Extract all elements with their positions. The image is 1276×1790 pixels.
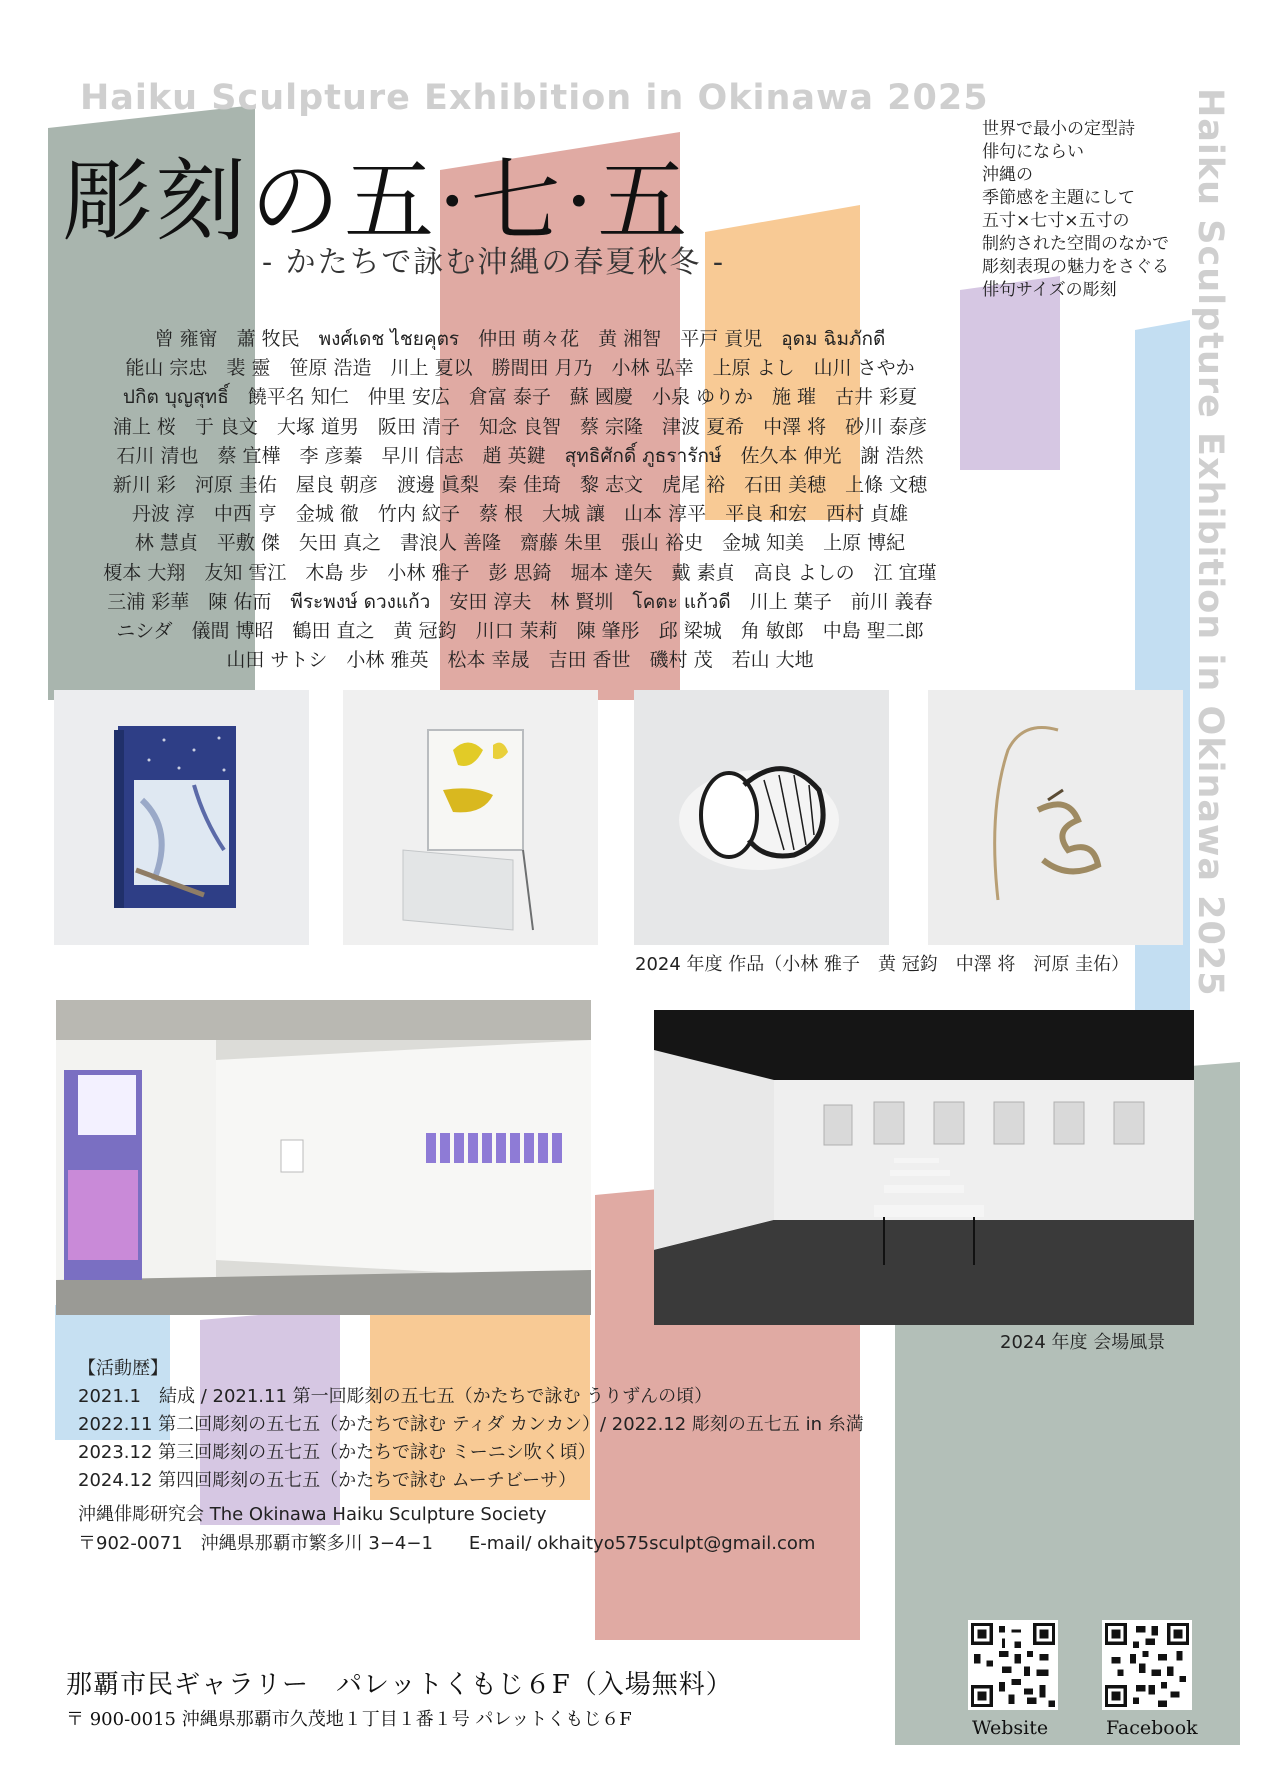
artist-row: 三浦 彩華 陳 佑而 พีระพงษ์ ดวงแก้ว 安田 淳夫 林 賢圳 โคตะ แก้วดี 川上 葉子 前川 義春	[107, 590, 933, 613]
artist-list	[40, 325, 1000, 675]
artist-row: 山田 サトシ 小林 雅英 松本 幸晟 吉田 香世 磯村 茂 若山 大地	[226, 649, 814, 672]
history-item: 2024.12 第四回彫刻の五七五（かたちで詠む ムーチビーサ）	[78, 1470, 577, 1491]
venue-name: 那覇市民ギャラリー パレットくもじ６F（入場無料）	[66, 1670, 733, 1700]
artist-row: 林 慧貞 平敷 傑 矢田 真之 書浪人 善隆 齋藤 朱里 張山 裕史 金城 知美 上原 博紀	[134, 532, 906, 555]
english-title: Haiku Sculpture Exhibition in Okinawa 2025	[80, 78, 989, 118]
activity-history	[78, 1355, 864, 1495]
venue-address: 〒 900-0015 沖縄県那覇市久茂地１丁目１番１号 パレットくもじ６F	[66, 1709, 632, 1730]
work-photo-acrylic-box	[343, 690, 598, 945]
website-qr-code-icon[interactable]	[968, 1620, 1058, 1710]
artist-row: 新川 彩 河原 圭佑 屋良 朝彦 渡邊 眞梨 秦 佳琦 黎 志文 虎尾 裕 石田 美穂 上條 文穂	[112, 474, 928, 497]
history-item: 2022.11 第二回彫刻の五七五（かたちで詠む ティダ カンカン）/ 2022.12 彫刻の五七五 in 糸満	[78, 1414, 864, 1435]
facebook-qr-code-icon[interactable]	[1102, 1620, 1192, 1710]
english-title-vertical: Haiku Sculpture Exhibition in Okinawa 2025	[1190, 88, 1230, 997]
tagline-line: 俳句にならい	[982, 142, 1084, 162]
tagline-line: 制約された空間のなかで	[982, 234, 1169, 254]
history-item: 2023.12 第三回彫刻の五七五（かたちで詠む ミーニシ吹く頃）	[78, 1442, 596, 1463]
society-name: 沖縄俳彫研究会 The Okinawa Haiku Sculpture Society	[78, 1504, 547, 1525]
work-photo-wire-sculpture	[928, 690, 1183, 945]
artist-row: 能山 宗忠 裴 靈 笹原 浩造 川上 夏以 勝間田 月乃 小林 弘幸 上原 よし 山川 さやか	[125, 357, 915, 380]
tagline-line: 五寸×七寸×五寸の	[982, 211, 1130, 231]
venue-photo-gallery-hall	[654, 1010, 1194, 1325]
artist-row: 丹波 淳 中西 亨 金城 徹 竹内 紋子 蔡 根 大城 讓 山本 淳平 平良 和宏 西村 貞雄	[131, 503, 909, 526]
tagline-line: 彫刻表現の魅力をさぐる	[982, 257, 1169, 277]
website-label[interactable]: Website	[972, 1717, 1049, 1739]
tagline-line: 沖縄の	[982, 165, 1033, 185]
subtitle: - かたちで詠む沖縄の春夏秋冬 -	[262, 245, 726, 280]
tagline-line: 俳句サイズの彫刻	[982, 280, 1117, 300]
venue-photo-entrance	[56, 1000, 591, 1315]
history-item: 2021.1 結成 / 2021.11 第一回彫刻の五七五（かたちで詠む うりずんの頃）	[78, 1386, 713, 1407]
artist-row: ニシダ 儀間 博昭 鶴田 直之 黄 冠鈞 川口 茉莉 陳 肇彤 邱 梁城 角 敏郎 中島 聖二郎	[116, 620, 924, 643]
artist-row: 榎本 大翔 友知 雪江 木島 步 小林 雅子 彭 思錡 堀本 達矢 戴 素貞 高良 よしの 江 宜瑾	[103, 561, 937, 584]
facebook-label[interactable]: Facebook	[1106, 1717, 1198, 1739]
works-caption: 2024 年度 作品（小林 雅子 黄 冠鈞 中澤 将 河原 圭佑）	[635, 954, 1130, 975]
society-info	[78, 1500, 815, 1558]
history-heading: 【活動歴】	[78, 1358, 168, 1379]
work-photo-mobius-strip	[634, 690, 889, 945]
tagline	[982, 118, 1169, 302]
tagline-line: 季節感を主題にして	[982, 188, 1135, 208]
tagline-line: 世界で最小の定型詩	[982, 119, 1135, 139]
artist-row: 石川 清也 蔡 宜樺 李 彦蓁 早川 信志 趙 英鍵 สุทธิศักดิ์ ภูธรารักษ์ 佐久本 伸光 謝 浩然	[116, 444, 924, 467]
society-address: 〒902-0071 沖縄県那覇市繁多川 3−4−1 E-mail/ okhaityo575sculpt@gmail.com	[78, 1533, 816, 1554]
artist-row: ปกิต บุญสุทธิ์ 饒平名 知仁 仲里 安広 倉富 泰子 蘇 國慶 小泉 ゆりか 施 璀 古井 彩夏	[122, 386, 918, 409]
main-title: 彫刻の五·七·五	[62, 149, 692, 254]
work-photo-blue-book	[54, 690, 309, 945]
artist-row: 浦上 桜 于 良文 大塚 道男 阪田 清子 知念 良智 蔡 宗隆 津波 夏希 中澤 将 砂川 泰彦	[112, 415, 928, 438]
venue-info	[66, 1664, 733, 1731]
venue-caption: 2024 年度 会場風景	[1000, 1332, 1166, 1353]
artist-row: 曾 雍甯 蕭 牧民 พงศ์เดช ไชยคุตร 仲田 萌々花 黄 湘智 平戸 貢児 อุดม ฉิมภักดี	[154, 328, 886, 350]
